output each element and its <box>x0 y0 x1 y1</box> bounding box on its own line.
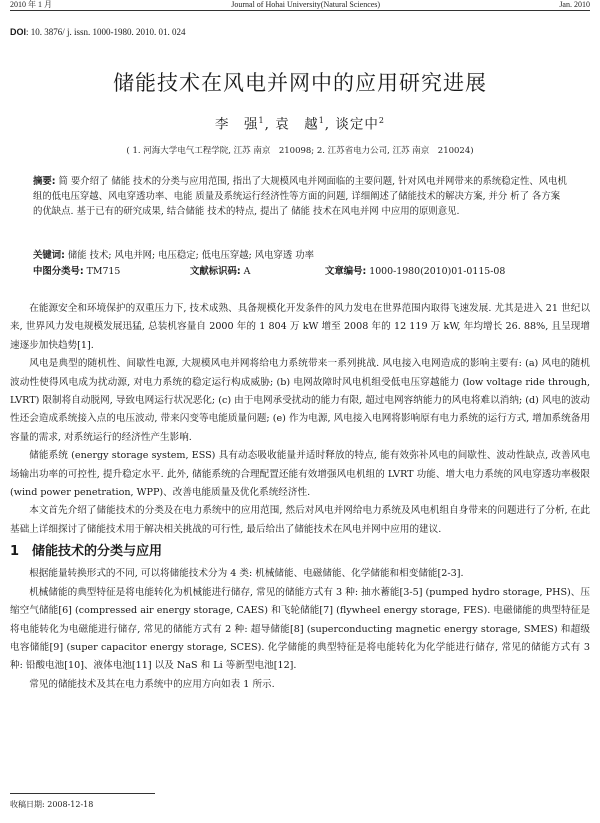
author-name: 李 强 <box>215 116 259 133</box>
body-paragraph: 机械储能的典型特征是将电能转化为机械能进行储存, 常见的储能方式有 3 种: 抽水蓄能[3-5] (pumped hydro storage, PHS)、压缩空气储能[6] (compressed air energy storage, CAES) 和飞轮储能[7] (flywheel energy storage, FES). 电磁储能的典型特征是将电能转化为电磁能进行储存, 常见的储能方式有 2 种: 超导储能[8] (superconducting magnetic energy storage, SMES) 和超级电容储能[9] (super capacitor energy storage, SCES). 化学储能的典型特征是将电能转化为化学能进行储存, 常见的储能方式有 3 种: 铅酸电池[10]、液体电池[11] 以及 NaS 和 Li 等新型电池[12]. <box>10 586 590 672</box>
section-heading <box>10 539 590 565</box>
abstract-label: 摘要: <box>33 176 56 187</box>
author-list <box>0 112 600 134</box>
running-head-journal: Journal of Hohai University(Natural Sciences) <box>231 0 381 9</box>
author-affil-mark: 1 <box>258 116 265 125</box>
body-text <box>10 300 590 694</box>
author-name: 谈定中 <box>335 116 379 133</box>
section-title: 储能技术的分类与应用 <box>32 544 163 560</box>
doi-line <box>10 27 186 38</box>
body-paragraph: 在能源安全和环境保护的双重压力下, 技术成熟、具备规模化开发条件的风力发电在世界范围内取得飞速发展. 尤其是进入 21 世纪以来, 世界风力发电规模发展迅猛, 总装机容量自 2000 年的 1 804 万 kW 增至 2008 年的 12 119 万 kW, 年均增长 26. 88%, 且呈现增速逐步加快趋势[1]. <box>10 303 590 351</box>
author-affil-mark: 1 <box>318 116 325 125</box>
body-paragraph: 本文首先介绍了储能技术的分类及在电力系统中的应用范围, 然后对风电并网给电力系统及风电机组自身带来的问题进行了分析, 在此基础上详细探讨了储能技术用于解决相关挑战的可行性, 最后给出了储能技术在风电并网中应用的建议. <box>10 505 590 535</box>
keywords-label: 关键词: <box>33 250 65 261</box>
body-paragraph: 根据能量转换形式的不同, 可以将储能技术分为 4 类: 机械储能、电磁储能、化学储能和相变储能[2-3]. <box>29 568 464 580</box>
author-name: 袁 越 <box>275 116 319 133</box>
running-head <box>10 0 590 11</box>
abstract <box>33 174 567 219</box>
author-affil-mark: 2 <box>378 116 385 125</box>
body-paragraph: 风电是典型的随机性、间歇性电源, 大规模风电并网将给电力系统带来一系列挑战. 风电接入电网造成的影响主要有: (a) 风电的随机波动性使得风电成为扰动源, 对电力系统的稳定运行构成威胁; (b) 电网故障时风电机组受低电压穿越能力 (low voltage ride through, LVRT) 限制将自动脱网, 导致电网运行状况恶化; (c) 由于电网承受扰动的能力有限, 超过电网容纳能力的风电将难以消纳; (d) 风电的波动性还会造成系统接入点的电压波动, 带来闪变等电能质量问题; (e) 作为电源, 风电接入电网将影响原有电力系统的运行方式, 增加系统备用容量的需求, 对系统运行的经济性产生影响. <box>10 358 590 443</box>
article-number-label: 文章编号: <box>325 266 367 277</box>
body-paragraph: 常见的储能技术及其在电力系统中的应用方向如表 1 所示. <box>29 678 275 690</box>
article-number-value: 1000-1980(2010)01-0115-08 <box>366 266 506 277</box>
doi-label: DOI <box>10 27 27 37</box>
author-separator: , <box>264 116 276 133</box>
affiliation: ( 1. 河海大学电气工程学院, 江苏 南京 210098; 2. 江苏省电力公司, 江苏 南京 210024) <box>126 146 474 156</box>
doi-value: : 10. 3876/ j. issn. 1000-1980. 2010. 01. 024 <box>26 27 186 37</box>
received-date: 收稿日期: 2008-12-18 <box>10 800 94 809</box>
classification-line <box>33 264 567 279</box>
keywords-text: 储能 技术; 风电并网; 电压稳定; 低电压穿越; 风电穿透 功率 <box>64 250 314 261</box>
section-number: 1 <box>10 544 20 560</box>
abstract-text: 简 要介绍了 储能 技术的分类与应用范围, 指出了大规模风电并网面临的主要问题, 针对风电并网带来的系统稳定性、风电机组的低电压穿越、风电穿透功率、电能 质量及系统运行经济性等方面的问题, 详细阐述了储能技术的解决方案, 并分 析了 各方案的优缺点. 基于已有的研究成果, 结合储能 技术的特点, 提出了 储能 技术在风电并网 中应用的原则意见. <box>33 176 567 217</box>
running-head-date: 2010 年 1 月 <box>10 0 52 9</box>
paper-title: 储能技术在风电并网中的应用研究进展 <box>113 71 487 95</box>
footnote-rule <box>10 793 155 794</box>
doc-code-value: A <box>240 266 251 277</box>
keywords <box>33 248 567 263</box>
author-separator: , <box>324 116 336 133</box>
clc-value: TM715 <box>83 266 121 277</box>
clc-label: 中图分类号: <box>33 266 84 277</box>
running-head-month: Jan. 2010 <box>559 0 590 9</box>
doc-code-label: 文献标识码: <box>190 266 241 277</box>
body-paragraph: 储能系统 (energy storage system, ESS) 具有动态吸收能量并适时释放的特点, 能有效弥补风电的间歇性、波动性缺点, 改善风电场输出功率的可控性, 提升稳定水平. 此外, 储能系统的合理配置还能有效增强风电机组的 LVRT 功能、增大电力系统的风电穿透功率极限 (wind power penetration, WPP)、改善电能质量及优化系统经济性. <box>10 450 590 499</box>
